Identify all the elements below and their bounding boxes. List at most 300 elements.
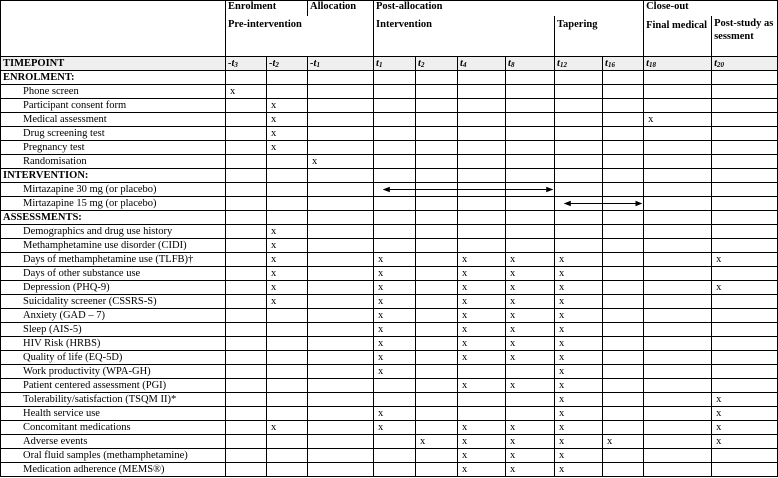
schedule-mark: x xyxy=(458,351,506,365)
schedule-mark: x xyxy=(267,281,308,295)
empty-cell xyxy=(458,183,506,197)
empty-cell xyxy=(374,211,416,225)
empty-cell xyxy=(267,379,308,393)
empty-cell xyxy=(712,463,778,477)
timepoint-cell xyxy=(374,57,416,71)
empty-cell xyxy=(603,449,644,463)
timepoint-row xyxy=(1,57,778,71)
section-title: INTERVENTION: xyxy=(1,169,226,183)
timepoint-subscript: 2 xyxy=(275,60,279,69)
empty-cell xyxy=(712,351,778,365)
timepoint-label: TIMEPOINT xyxy=(1,57,226,71)
empty-cell xyxy=(308,323,374,337)
empty-cell xyxy=(555,113,603,127)
timepoint-prefix: t xyxy=(508,57,511,69)
empty-cell xyxy=(226,239,267,253)
empty-cell xyxy=(416,71,458,85)
schedule-mark: x xyxy=(458,281,506,295)
table-row xyxy=(1,141,778,155)
empty-cell xyxy=(603,211,644,225)
table-row xyxy=(1,183,778,197)
empty-cell xyxy=(555,155,603,169)
empty-cell xyxy=(416,113,458,127)
timepoint-cell xyxy=(308,57,374,71)
empty-cell xyxy=(644,253,712,267)
section-title: ENROLMENT: xyxy=(1,71,226,85)
empty-cell xyxy=(416,197,458,211)
empty-cell xyxy=(506,155,555,169)
row-label: Demographics and drug use history xyxy=(1,225,226,239)
row-label: Mirtazapine 30 mg (or placebo) xyxy=(1,183,226,197)
schedule-mark: x xyxy=(506,379,555,393)
row-label: Oral fluid samples (methamphetamine) xyxy=(1,449,226,463)
empty-cell xyxy=(267,365,308,379)
empty-cell xyxy=(308,421,374,435)
empty-cell xyxy=(603,253,644,267)
header-enrolment: Enrolment xyxy=(226,1,308,16)
table-row xyxy=(1,463,778,477)
row-label: Suicidality screener (CSSRS-S) xyxy=(1,295,226,309)
empty-cell xyxy=(712,295,778,309)
empty-cell xyxy=(308,225,374,239)
empty-cell xyxy=(644,169,712,183)
empty-cell xyxy=(644,239,712,253)
schedule-mark: x xyxy=(555,407,603,421)
empty-cell xyxy=(226,113,267,127)
schedule-mark: x xyxy=(506,267,555,281)
schedule-mark: x xyxy=(374,281,416,295)
empty-cell xyxy=(226,309,267,323)
empty-cell xyxy=(603,71,644,85)
empty-cell xyxy=(506,85,555,99)
schedule-mark: x xyxy=(374,407,416,421)
table-row xyxy=(1,449,778,463)
empty-cell xyxy=(308,435,374,449)
empty-cell xyxy=(267,169,308,183)
empty-cell xyxy=(267,407,308,421)
table-row xyxy=(1,281,778,295)
schedule-mark: x xyxy=(374,421,416,435)
empty-cell xyxy=(458,225,506,239)
schedule-mark: x xyxy=(712,393,778,407)
empty-cell xyxy=(555,183,603,197)
empty-cell xyxy=(226,393,267,407)
timepoint-cell xyxy=(458,57,506,71)
empty-cell xyxy=(416,449,458,463)
header-tapering: Tapering xyxy=(555,16,644,57)
timepoint-subscript: 2 xyxy=(420,60,425,69)
empty-cell xyxy=(226,267,267,281)
table-row xyxy=(1,351,778,365)
schedule-mark: x xyxy=(308,155,374,169)
empty-cell xyxy=(644,141,712,155)
empty-cell xyxy=(603,85,644,99)
empty-cell xyxy=(226,211,267,225)
timepoint-prefix: t xyxy=(646,57,649,69)
schedule-mark: x xyxy=(712,253,778,267)
empty-cell xyxy=(308,169,374,183)
row-label: Patient centered assessment (PGI) xyxy=(1,379,226,393)
empty-cell xyxy=(644,197,712,211)
empty-cell xyxy=(267,337,308,351)
row-label: Sleep (AIS-5) xyxy=(1,323,226,337)
empty-cell xyxy=(506,183,555,197)
schedule-mark: x xyxy=(374,295,416,309)
empty-cell xyxy=(416,183,458,197)
row-label: Medical assessment xyxy=(1,113,226,127)
timepoint-prefix: t xyxy=(605,57,608,69)
schedule-mark: x xyxy=(458,449,506,463)
schedule-mark: x xyxy=(506,295,555,309)
empty-cell xyxy=(555,211,603,225)
empty-cell xyxy=(712,155,778,169)
empty-cell xyxy=(226,225,267,239)
empty-cell xyxy=(308,253,374,267)
row-label: Mirtazapine 15 mg (or placebo) xyxy=(1,197,226,211)
empty-cell xyxy=(267,85,308,99)
row-label: Randomisation xyxy=(1,155,226,169)
empty-cell xyxy=(226,337,267,351)
empty-cell xyxy=(267,197,308,211)
empty-cell xyxy=(416,337,458,351)
row-label: Health service use xyxy=(1,407,226,421)
empty-cell xyxy=(644,337,712,351)
empty-cell xyxy=(644,309,712,323)
schedule-mark: x xyxy=(506,281,555,295)
empty-cell xyxy=(267,393,308,407)
schedule-mark: x xyxy=(555,435,603,449)
table-row xyxy=(1,407,778,421)
section-title: ASSESSMENTS: xyxy=(1,211,226,225)
table-row xyxy=(1,435,778,449)
empty-cell xyxy=(308,267,374,281)
header-post-allocation: Post-allocation xyxy=(374,1,644,16)
timepoint-prefix: t xyxy=(557,57,560,69)
empty-cell xyxy=(267,449,308,463)
timepoint-cell xyxy=(416,57,458,71)
empty-cell xyxy=(416,127,458,141)
empty-cell xyxy=(374,113,416,127)
empty-cell xyxy=(644,281,712,295)
empty-cell xyxy=(308,379,374,393)
schedule-mark: x xyxy=(267,141,308,155)
empty-cell xyxy=(267,71,308,85)
empty-cell xyxy=(416,295,458,309)
empty-cell xyxy=(226,449,267,463)
table-row xyxy=(1,85,778,99)
empty-cell xyxy=(374,463,416,477)
empty-cell xyxy=(458,99,506,113)
timepoint-subscript: 8 xyxy=(510,60,515,69)
empty-cell xyxy=(603,351,644,365)
empty-cell xyxy=(416,211,458,225)
empty-cell xyxy=(603,183,644,197)
empty-cell xyxy=(226,71,267,85)
empty-cell xyxy=(458,155,506,169)
schedule-mark: x xyxy=(374,309,416,323)
empty-cell xyxy=(267,211,308,225)
table-row xyxy=(1,239,778,253)
empty-cell xyxy=(712,183,778,197)
schedule-mark: x xyxy=(712,407,778,421)
empty-cell xyxy=(416,267,458,281)
empty-cell xyxy=(458,127,506,141)
schedule-mark: x xyxy=(555,463,603,477)
timepoint-subscript: 4 xyxy=(462,60,467,69)
empty-cell xyxy=(308,295,374,309)
schedule-mark: x xyxy=(506,253,555,267)
header-close-out: Close-out xyxy=(644,1,778,16)
schedule-mark: x xyxy=(506,463,555,477)
empty-cell xyxy=(308,211,374,225)
empty-cell xyxy=(374,449,416,463)
schedule-mark: x xyxy=(644,113,712,127)
empty-cell xyxy=(267,155,308,169)
header-final-medical: Final medical xyxy=(644,16,712,57)
schedule-mark: x xyxy=(555,337,603,351)
empty-cell xyxy=(506,239,555,253)
schedule-mark: x xyxy=(374,267,416,281)
empty-cell xyxy=(374,141,416,155)
row-label: Pregnancy test xyxy=(1,141,226,155)
empty-cell xyxy=(506,225,555,239)
section-row xyxy=(1,71,778,85)
empty-cell xyxy=(712,337,778,351)
empty-cell xyxy=(458,239,506,253)
schedule-mark: x xyxy=(458,421,506,435)
empty-cell xyxy=(603,407,644,421)
section-row xyxy=(1,211,778,225)
empty-cell xyxy=(267,463,308,477)
schedule-mark: x xyxy=(555,267,603,281)
empty-cell xyxy=(308,281,374,295)
empty-cell xyxy=(308,127,374,141)
empty-cell xyxy=(458,211,506,225)
empty-cell xyxy=(458,141,506,155)
empty-cell xyxy=(267,309,308,323)
empty-cell xyxy=(416,141,458,155)
empty-cell xyxy=(644,351,712,365)
row-label: HIV Risk (HRBS) xyxy=(1,337,226,351)
schedule-mark: x xyxy=(458,463,506,477)
schedule-mark: x xyxy=(555,365,603,379)
empty-cell xyxy=(506,71,555,85)
empty-cell xyxy=(226,463,267,477)
schedule-mark: x xyxy=(374,323,416,337)
empty-cell xyxy=(267,435,308,449)
empty-cell xyxy=(374,197,416,211)
schedule-mark: x xyxy=(374,351,416,365)
empty-cell xyxy=(416,281,458,295)
empty-cell xyxy=(226,351,267,365)
schedule-mark: x xyxy=(506,351,555,365)
schedule-mark: x xyxy=(506,421,555,435)
row-label: Medication adherence (MEMS®) xyxy=(1,463,226,477)
empty-cell xyxy=(712,197,778,211)
empty-cell xyxy=(506,365,555,379)
empty-cell xyxy=(267,351,308,365)
schedule-mark: x xyxy=(267,253,308,267)
empty-cell xyxy=(603,295,644,309)
empty-cell xyxy=(603,127,644,141)
empty-cell xyxy=(226,127,267,141)
table-row xyxy=(1,337,778,351)
empty-cell xyxy=(308,351,374,365)
empty-cell xyxy=(712,99,778,113)
empty-cell xyxy=(644,393,712,407)
empty-cell xyxy=(374,435,416,449)
timepoint-prefix: t xyxy=(460,57,463,69)
empty-cell xyxy=(308,449,374,463)
schedule-mark: x xyxy=(267,421,308,435)
table-row xyxy=(1,421,778,435)
schedule-mark: x xyxy=(506,323,555,337)
empty-cell xyxy=(267,323,308,337)
empty-cell xyxy=(226,197,267,211)
timepoint-subscript: 1 xyxy=(316,60,320,69)
empty-cell xyxy=(506,127,555,141)
table-row xyxy=(1,127,778,141)
empty-cell xyxy=(555,225,603,239)
empty-cell xyxy=(555,71,603,85)
schedule-mark: x xyxy=(458,253,506,267)
schedule-mark: x xyxy=(506,435,555,449)
empty-cell xyxy=(712,309,778,323)
table-row xyxy=(1,197,778,211)
table-row xyxy=(1,309,778,323)
empty-cell xyxy=(603,323,644,337)
empty-cell xyxy=(644,323,712,337)
timepoint-cell xyxy=(603,57,644,71)
empty-cell xyxy=(644,85,712,99)
empty-cell xyxy=(712,225,778,239)
empty-cell xyxy=(644,379,712,393)
timepoint-prefix: t xyxy=(418,57,421,69)
empty-cell xyxy=(603,421,644,435)
row-label: Work productivity (WPA-GH) xyxy=(1,365,226,379)
timepoint-cell xyxy=(267,57,308,71)
schedule-mark: x xyxy=(458,435,506,449)
timepoint-subscript: 3 xyxy=(234,60,238,69)
empty-cell xyxy=(644,295,712,309)
header-intervention: Intervention xyxy=(374,16,555,57)
empty-cell xyxy=(416,99,458,113)
empty-cell xyxy=(555,85,603,99)
empty-cell xyxy=(308,337,374,351)
timepoint-subscript: 1 xyxy=(378,60,383,69)
schedule-mark: x xyxy=(267,295,308,309)
timepoint-prefix: t xyxy=(714,57,717,69)
table-row xyxy=(1,113,778,127)
empty-cell xyxy=(308,183,374,197)
empty-cell xyxy=(555,99,603,113)
empty-cell xyxy=(226,253,267,267)
timepoint-prefix: t xyxy=(376,57,379,69)
table-row xyxy=(1,393,778,407)
empty-cell xyxy=(226,141,267,155)
table-row xyxy=(1,155,778,169)
empty-cell xyxy=(374,379,416,393)
empty-cell xyxy=(712,239,778,253)
empty-cell xyxy=(226,379,267,393)
empty-cell xyxy=(712,449,778,463)
timepoint-cell xyxy=(644,57,712,71)
empty-cell xyxy=(308,197,374,211)
empty-cell xyxy=(644,421,712,435)
empty-cell xyxy=(555,197,603,211)
timepoint-subscript: 20 xyxy=(717,60,724,69)
empty-cell xyxy=(712,169,778,183)
empty-cell xyxy=(644,449,712,463)
empty-cell xyxy=(603,393,644,407)
schedule-mark: x xyxy=(555,421,603,435)
empty-cell xyxy=(555,169,603,183)
row-label: Methamphetamine use disorder (CIDI) xyxy=(1,239,226,253)
empty-cell xyxy=(308,239,374,253)
empty-cell xyxy=(506,407,555,421)
empty-cell xyxy=(416,407,458,421)
table-row xyxy=(1,225,778,239)
empty-cell xyxy=(644,211,712,225)
empty-cell xyxy=(506,113,555,127)
empty-cell xyxy=(506,393,555,407)
schedule-mark: x xyxy=(506,337,555,351)
empty-cell xyxy=(555,127,603,141)
row-label: Drug screening test xyxy=(1,127,226,141)
empty-cell xyxy=(267,183,308,197)
empty-cell xyxy=(374,183,416,197)
table-row xyxy=(1,365,778,379)
empty-cell xyxy=(712,379,778,393)
table-row xyxy=(1,295,778,309)
empty-cell xyxy=(712,85,778,99)
empty-cell xyxy=(644,267,712,281)
empty-cell xyxy=(308,407,374,421)
schedule-mark: x xyxy=(603,435,644,449)
schedule-mark: x xyxy=(555,379,603,393)
empty-cell xyxy=(458,85,506,99)
empty-cell xyxy=(603,141,644,155)
schedule-mark: x xyxy=(374,337,416,351)
empty-cell xyxy=(506,197,555,211)
schedule-mark: x xyxy=(555,295,603,309)
empty-cell xyxy=(416,169,458,183)
schedule-mark: x xyxy=(506,449,555,463)
empty-cell xyxy=(712,211,778,225)
timepoint-prefix: -t xyxy=(310,57,317,69)
empty-cell xyxy=(644,99,712,113)
empty-cell xyxy=(226,435,267,449)
table-row xyxy=(1,267,778,281)
table-row xyxy=(1,253,778,267)
empty-cell xyxy=(416,421,458,435)
schedule-mark: x xyxy=(555,253,603,267)
schedule-mark: x xyxy=(555,309,603,323)
empty-cell xyxy=(226,407,267,421)
empty-cell xyxy=(603,155,644,169)
empty-cell xyxy=(458,407,506,421)
empty-cell xyxy=(226,295,267,309)
timepoint-cell xyxy=(506,57,555,71)
empty-cell xyxy=(603,197,644,211)
row-label: Days of methamphetamine use (TLFB)† xyxy=(1,253,226,267)
empty-cell xyxy=(644,225,712,239)
empty-cell xyxy=(603,309,644,323)
row-label: Concomitant medications xyxy=(1,421,226,435)
schedule-mark: x xyxy=(506,309,555,323)
empty-cell xyxy=(603,365,644,379)
empty-cell xyxy=(555,239,603,253)
